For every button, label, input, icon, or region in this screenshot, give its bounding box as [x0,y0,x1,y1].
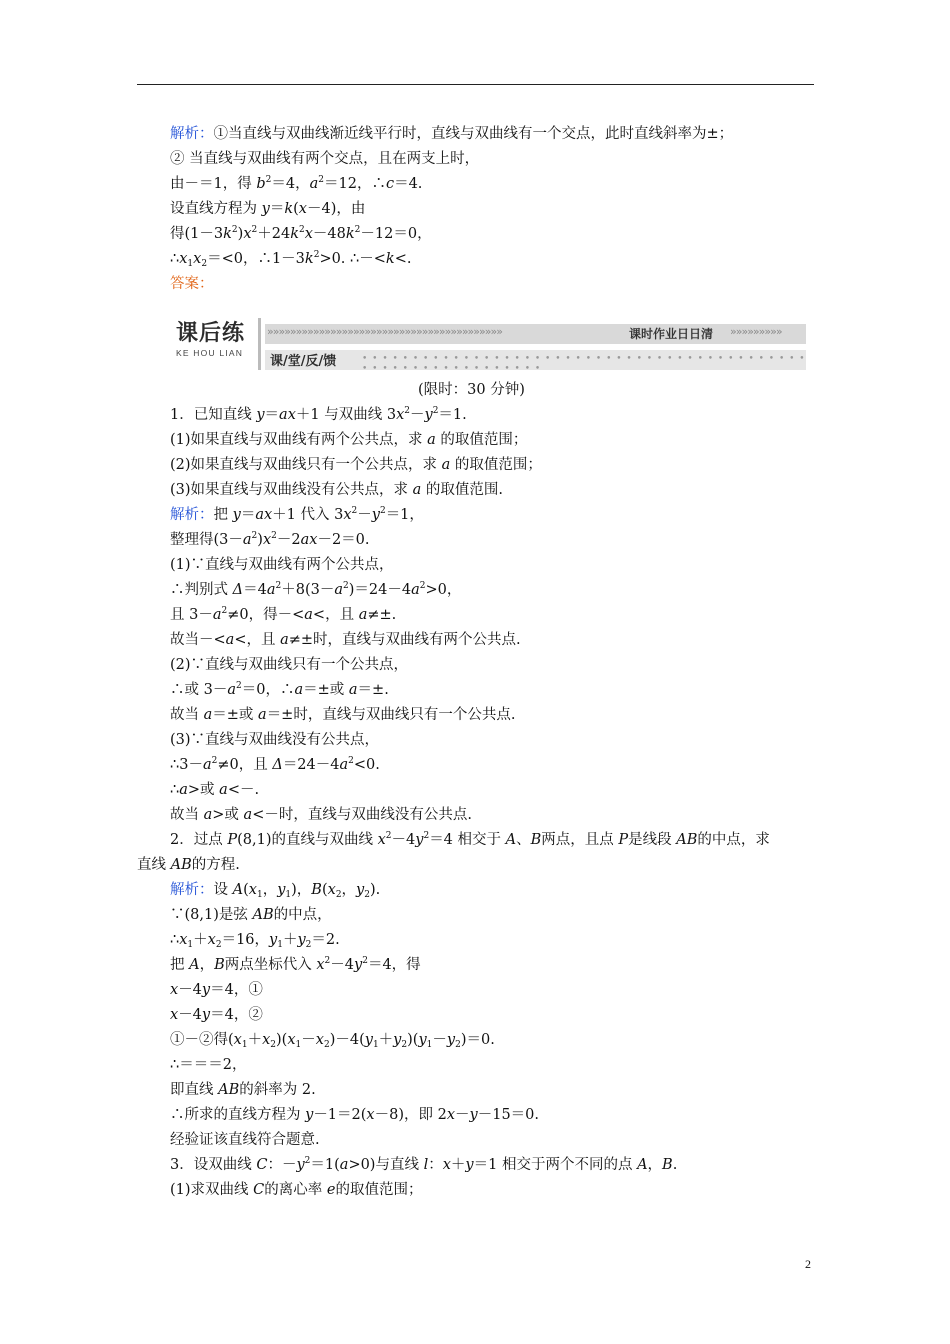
text-line: ∴所求的直线方程为 y－1＝2(x－8)，即 2x－y－15＝0. [170,1107,540,1123]
text-line: (1)如果直线与双曲线有两个公共点，求 a 的取值范围； [170,432,528,448]
section-banner [170,316,806,372]
question-3-stem: 3．设双曲线 C：$-y^2=1(a>0)$与直线 l：x＋y＝1 相交于两个不同的点 A，B. [170,1156,678,1173]
text-line: 把 A，B两点坐标代入 $x^2-4y^2=4$，得 [170,956,421,973]
text-line: 解析：把 y＝ax＋1 代入 $3x^2-y^2=1$， [170,506,424,523]
header-rule [137,84,814,85]
text-line: ∴判别式 $\Delta=4a^2+8(3-a^2)=24-4a^2>0$， [170,581,462,598]
text-line: ①－②得$(x_1+x_2)(x_1-x_2)-4(y_1+y_2)(y_1-y_2)=0$. [170,1032,495,1050]
text-line: $\therefore x_1+x_2=16$，$y_1+y_2=2$. [170,932,340,950]
text-line: 经验证该直线符合题意. [170,1132,320,1148]
question-1-stem: 1．已知直线 y＝ax＋1 与双曲线 $3x^2-y^2=1$. [170,406,467,423]
banner-tag: 课时作业日日清 [625,325,717,342]
text-line: (1)∵直线与双曲线有两个公共点， [170,557,394,573]
text-line: 且 $3-a^2\ne 0$，得－<a<，且 a≠±. [170,606,397,623]
text-line: 直线 AB的方程. [137,857,240,873]
chevron-pattern-icon: »»»»»»»»» [730,325,782,338]
text-line: 解析：①当直线与双曲线渐近线平行时，直线与双曲线有一个交点，此时直线斜率为±； [170,126,734,142]
banner-logo-text: 课后练 [176,321,246,346]
text-line: 解析：设 $A(x_1$，$y_1$)，$B(x_2$，$y_2$). [170,882,381,900]
page-number: 2 [805,1257,811,1271]
text-line: ② 当直线与双曲线有两个交点，且在两支上时， [170,151,480,167]
text-line: 整理得$(3-a^2)x^2-2ax-2=0$. [170,531,370,548]
text-line: (3)如果直线与双曲线没有公共点，求 a 的取值范围. [170,482,504,498]
text-line: (2)如果直线与双曲线只有一个公共点，求 a 的取值范围； [170,457,542,473]
text-line: (3)∵直线与双曲线没有公共点， [170,732,380,748]
time-limit: (限时：30 分钟) [418,382,525,398]
text-line: (1)求双曲线 C的离心率 e的取值范围； [170,1182,423,1198]
banner-divider [258,318,261,370]
text-line: 由－＝1，得 $b^2=4$，$a^2=12$，∴c＝4. [170,175,423,192]
text-line: ∴＝＝＝2， [170,1057,247,1073]
text-line: 故当 a＝±或 a＝±时，直线与双曲线只有一个公共点. [170,707,516,723]
text-line: 故当 a>或 a<－时，直线与双曲线没有公共点. [170,807,472,823]
text-line: x－4y＝4，② [170,1007,263,1023]
text-line: $\therefore 3-a^2\ne 0$，且 $\Delta=24-4a^2<0$. [170,756,380,773]
text-line: 故当－<a<，且 a≠±时，直线与双曲线有两个公共点. [170,632,521,648]
text-line: ∵(8,1)是弦 AB的中点， [170,907,332,923]
text-line: 即直线 AB的斜率为 2. [170,1082,316,1098]
question-2-stem: 2．过点 P(8,1)的直线与双曲线 $x^2-4y^2=4$ 相交于 A、B两点，且点 P是线段 AB的中点，求 [170,831,770,848]
text-line: 设直线方程为 y＝k(x－4)，由 [170,201,366,217]
text-line: (2)∵直线与双曲线只有一个公共点， [170,657,409,673]
banner-subtitle: 课/堂/反/馈 [270,354,337,369]
text-line: x－4y＝4，① [170,982,263,998]
text-line: ∴a>或 a<－. [170,782,260,798]
text-line: ∴或 $3-a^2=0$，∴a＝±或 a＝±. [170,681,389,698]
banner-logo [170,316,256,372]
text-line: 得$(1-3k^2)x^2+24k^2x-48k^2-12=0$， [170,225,432,242]
answer-label: 答案： [170,276,214,292]
text-line: $\therefore x_1x_2=<0$，$\therefore 1-3k^2>0$. ∴－<k<. [170,250,412,269]
dot-pattern-icon: • • • • • • • • • • • • • • • • • • • • • • • • • • • • • • • • • • • • • • • • • • • • • • • • • • • • • • • • • • • • • • [362,354,806,374]
chevron-pattern-icon: »»»»»»»»»»»»»»»»»»»»»»»»»»»»»»»»»»»»»»»»» [267,325,502,338]
banner-logo-pinyin: KE HOU LIAN [176,348,244,358]
